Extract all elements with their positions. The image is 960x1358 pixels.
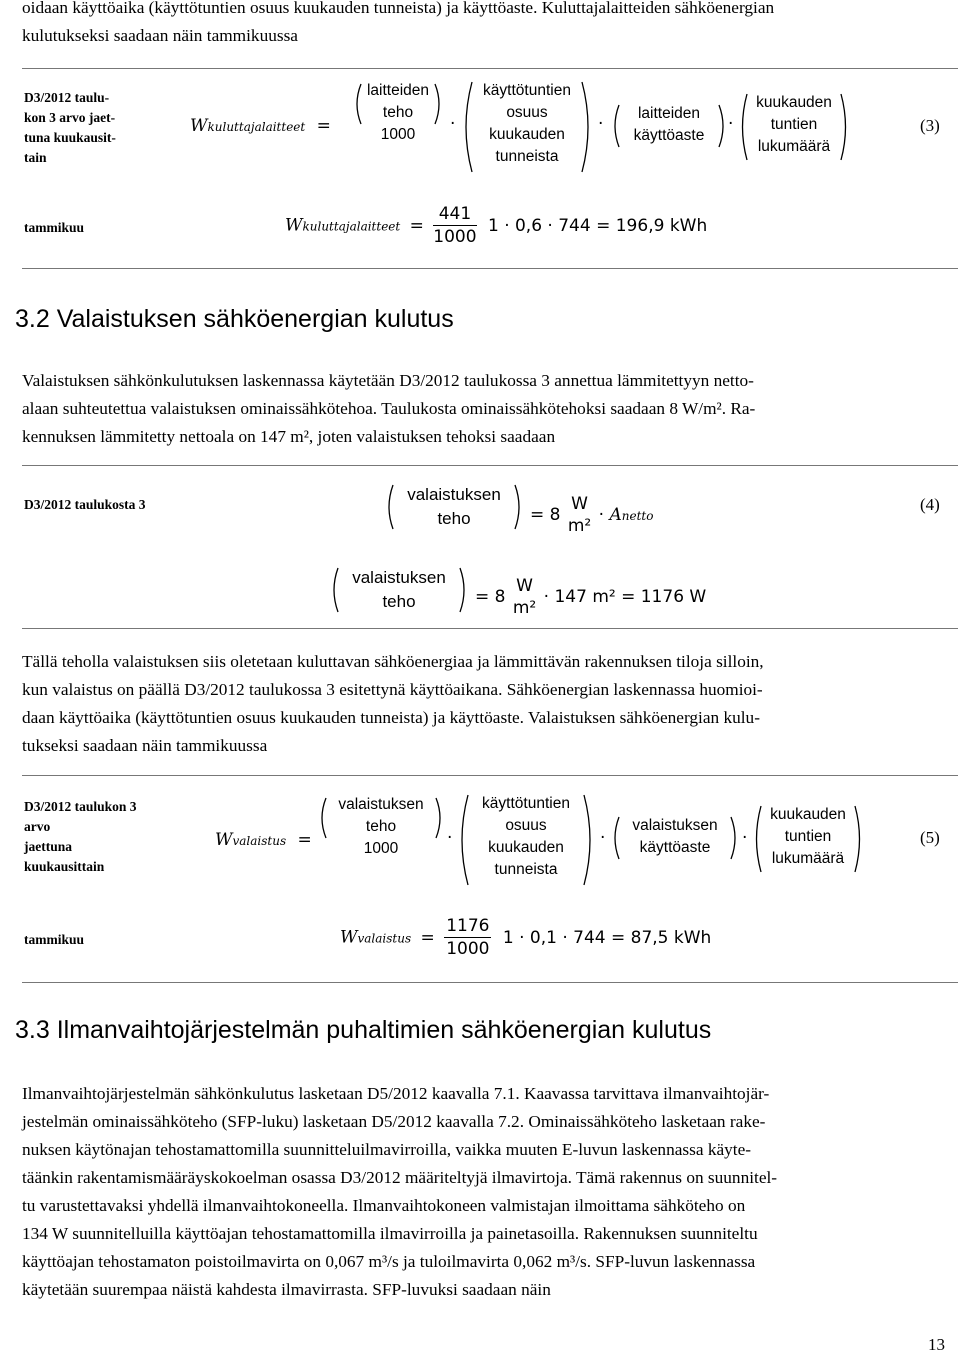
text-line: jestelmän ominaissähköteho (SFP-luku) lasketaan D5/2012 kaavalla 7.2. Ominaissähköteho lasketaan rake- bbox=[22, 1112, 766, 1131]
eq4-rhs: = 8 W m² · Anetto bbox=[530, 494, 654, 536]
term-line: valaistuksen bbox=[352, 568, 446, 587]
paragraph-continued bbox=[22, 0, 948, 50]
equals-value: = 8 bbox=[475, 587, 506, 607]
unit-fraction bbox=[568, 493, 591, 537]
eq5-term4 bbox=[752, 804, 864, 870]
eq3-label-line: D3/2012 taulu- bbox=[24, 90, 110, 105]
eq5-label-line: arvo bbox=[24, 819, 51, 834]
eq5-term1 bbox=[318, 794, 444, 860]
paragraph bbox=[22, 648, 948, 760]
dot-operator: · bbox=[447, 828, 453, 848]
term-line: kuukauden bbox=[756, 94, 832, 111]
eq5-lhs-sub: valaistus bbox=[232, 834, 287, 848]
text-line: kennuksen lämmitetty nettoala on 147 m², joten valaistuksen tehoksi saadaan bbox=[22, 427, 556, 446]
equation-number: (5) bbox=[920, 828, 940, 847]
fraction-numerator: 1176 bbox=[446, 916, 490, 936]
text-line: kun valaistus on päällä D3/2012 taulukossa 3 esitettynä käyttöaikana. Sähköenergian laskennassa huomioi- bbox=[22, 680, 763, 699]
eq4-calc bbox=[475, 575, 706, 619]
text-line: daan käyttöaika (käyttötuntien osuus kuukauden tunneista) ja käyttöaste. Valaistuksen sähköenergian kulu- bbox=[22, 708, 760, 727]
eq3-label bbox=[24, 88, 154, 168]
eq3-calc bbox=[285, 203, 707, 248]
eq3-term4 bbox=[738, 92, 850, 158]
term-line: valaistuksen bbox=[632, 817, 718, 834]
equals-sign: = bbox=[297, 830, 312, 850]
term-line: käyttötuntien bbox=[482, 795, 570, 812]
eq5-term2 bbox=[458, 793, 594, 881]
eq4-calc-term bbox=[330, 566, 468, 614]
rule bbox=[22, 465, 958, 466]
eq3-lhs-sub: kuluttajalaitteet bbox=[207, 120, 306, 134]
equation-number: (4) bbox=[920, 495, 940, 514]
calc-result: 1 · 0,1 · 744 = 87,5 kWh bbox=[502, 927, 712, 948]
term-line: valaistuksen bbox=[407, 485, 501, 504]
row-label: tammikuu bbox=[24, 932, 85, 947]
term-denominator: 1000 bbox=[363, 840, 399, 857]
text-line: käyttöajan tehostamaton poistoilmavirta on 0,067 m³/s ja tuloilmavirta 0,062 m³/s. SFP-luvun laskennassa bbox=[22, 1252, 756, 1271]
term-line: tunneista bbox=[494, 861, 558, 878]
equation-number: (3) bbox=[920, 116, 940, 135]
equals-sign: = bbox=[316, 116, 331, 136]
term-line: kuukauden bbox=[489, 126, 565, 143]
dot-operator: · bbox=[742, 828, 748, 848]
eq5-label-line: D3/2012 taulukon 3 bbox=[24, 799, 137, 814]
eq5-label bbox=[24, 797, 184, 877]
term-line: laitteiden bbox=[637, 105, 701, 122]
fraction-denominator: m² bbox=[512, 598, 537, 618]
term-line: laitteiden bbox=[366, 82, 430, 99]
text-line: oidaan käyttöaika (käyttötuntien osuus kuukauden tunneista) ja käyttöaste. Kuluttajalaitteiden sähköenergian bbox=[22, 0, 775, 17]
eq3-term3 bbox=[610, 103, 728, 147]
text-line: Tällä teholla valaistuksen siis oletetaan kuluttavan sähköenergiaa ja lämmittävän rakennuksen tiloja silloin, bbox=[22, 652, 764, 671]
eq3-label-line: kon 3 arvo jaet- bbox=[24, 110, 116, 125]
area-sub: netto bbox=[621, 509, 654, 523]
term-line: tuntien bbox=[784, 828, 832, 845]
text-line: 134 W suunnitelluilla käyttöajan tehostamattomilla ilmavirroilla ja painetasoilla. Rakennuksen suunniteltu bbox=[22, 1224, 758, 1243]
text-line: Ilmanvaihtojärjestelmän sähkönkulutus lasketaan D5/2012 kaavalla 7.1. Kaavassa tarvittava ilmanvaihtojär- bbox=[22, 1084, 770, 1103]
eq5-lhs-symbol: W bbox=[215, 830, 233, 850]
fraction-denominator: m² bbox=[567, 516, 592, 536]
term-line: käyttötuntien bbox=[483, 82, 571, 99]
paragraph bbox=[22, 1080, 948, 1304]
text-line: Valaistuksen sähkönkulutuksen laskennassa käytetään D3/2012 taulukossa 3 annettua lämmitettyyn netto- bbox=[22, 371, 754, 390]
eq3-label-line: tuna kuukausit- bbox=[24, 130, 116, 145]
eq3-term1 bbox=[352, 80, 444, 146]
fraction-denominator: 1000 bbox=[446, 939, 490, 959]
fraction-denominator: 1000 bbox=[433, 227, 477, 247]
eq3-lhs bbox=[190, 116, 331, 136]
term-line: tunneista bbox=[495, 148, 559, 165]
eq3-term2 bbox=[462, 80, 592, 168]
page-number: 13 bbox=[928, 1335, 945, 1354]
calc-result: · 147 m² = 1176 W bbox=[543, 587, 707, 607]
term-line: osuus bbox=[506, 104, 548, 121]
term-line: kuukauden bbox=[770, 806, 846, 823]
eq3-label-line: tain bbox=[24, 150, 47, 165]
term-line: lukumäärä bbox=[757, 138, 831, 155]
term-line: osuus bbox=[505, 817, 547, 834]
term-denominator: 1000 bbox=[380, 126, 416, 143]
calc-result: 1 · 0,6 · 744 = 196,9 kWh bbox=[487, 215, 708, 236]
calc-lhs-symbol: W bbox=[340, 927, 358, 948]
calc-lhs-symbol: W bbox=[285, 215, 303, 236]
text-line: alaan suhteutettua valaistuksen ominaissähkötehoa. Taulukosta ominaissähkötehoksi saadaan 8 W/m². Ra- bbox=[22, 399, 756, 418]
text-line: tukseksi saadaan näin tammikuussa bbox=[22, 736, 268, 755]
eq5-term3 bbox=[610, 815, 740, 859]
term-line: teho bbox=[365, 818, 397, 835]
area-symbol: A bbox=[609, 505, 622, 525]
paragraph bbox=[22, 367, 948, 451]
dot-operator: · bbox=[598, 114, 604, 134]
dot-operator: · bbox=[728, 114, 734, 134]
rule bbox=[22, 628, 958, 629]
rule bbox=[22, 268, 958, 269]
eq4-label: D3/2012 taulukosta 3 bbox=[24, 497, 146, 512]
text-line: tu varustettavaksi yhdellä ilmanvaihtokoneella. Ilmanvaihtokoneen valmistajan ilmoittama sähköteho on bbox=[22, 1196, 746, 1215]
term-line: tuntien bbox=[770, 116, 818, 133]
term-line: kuukauden bbox=[488, 839, 564, 856]
text-line: nuksen käytönajan tehostamattomilla suunnitteluilmavirroilla, vaikka muuten E-luvun laskennassa käyte- bbox=[22, 1140, 751, 1159]
text-line: kulutukseksi saadaan näin tammikuussa bbox=[22, 26, 298, 45]
dot-operator: · bbox=[450, 114, 456, 134]
term-line: käyttöaste bbox=[633, 127, 705, 144]
row-label: tammikuu bbox=[24, 220, 85, 235]
unit-fraction bbox=[513, 575, 536, 619]
eq5-calc bbox=[340, 915, 711, 960]
fraction-numerator: 441 bbox=[433, 203, 476, 226]
term-line: käyttöaste bbox=[639, 839, 711, 856]
text-line: käytetään suurempaa näistä kahdesta ilmavirrasta. SFP-luvuksi saadaan näin bbox=[22, 1280, 551, 1299]
section-heading: 3.2 Valaistuksen sähköenergian kulutus bbox=[15, 305, 454, 333]
term-line: lukumäärä bbox=[771, 850, 845, 867]
equals-sign: = bbox=[409, 215, 424, 236]
calc-fraction bbox=[444, 915, 491, 960]
eq5-label-line: jaettuna bbox=[24, 839, 72, 854]
term-line: valaistuksen bbox=[338, 796, 424, 813]
text-line: täänkin rakentamismääräyskokoelman osassa D3/2012 määriteltyjä ilmavirtoja. Tämä rakennus on suunnitel- bbox=[22, 1168, 778, 1187]
calc-lhs-sub: kuluttajalaitteet bbox=[302, 219, 401, 234]
section-heading: 3.3 Ilmanvaihtojärjestelmän puhaltimien sähköenergian kulutus bbox=[15, 1016, 712, 1044]
calc-fraction bbox=[433, 203, 476, 248]
eq3-lhs-symbol: W bbox=[190, 116, 208, 136]
rule bbox=[22, 982, 958, 983]
eq5-lhs bbox=[215, 830, 312, 850]
calc-lhs-sub: valaistus bbox=[357, 931, 412, 946]
term-line: teho bbox=[437, 509, 471, 528]
term-line: teho bbox=[382, 592, 416, 611]
equals-sign: = bbox=[420, 927, 435, 948]
fraction-numerator: W bbox=[571, 494, 588, 514]
equals-value: = 8 bbox=[530, 505, 561, 525]
rule bbox=[22, 68, 958, 69]
fraction-numerator: W bbox=[516, 576, 533, 596]
dot-operator: · bbox=[600, 828, 606, 848]
rule bbox=[22, 775, 958, 776]
eq5-label-line: kuukausittain bbox=[24, 859, 105, 874]
term-line: teho bbox=[382, 104, 414, 121]
eq4-term bbox=[385, 483, 523, 531]
